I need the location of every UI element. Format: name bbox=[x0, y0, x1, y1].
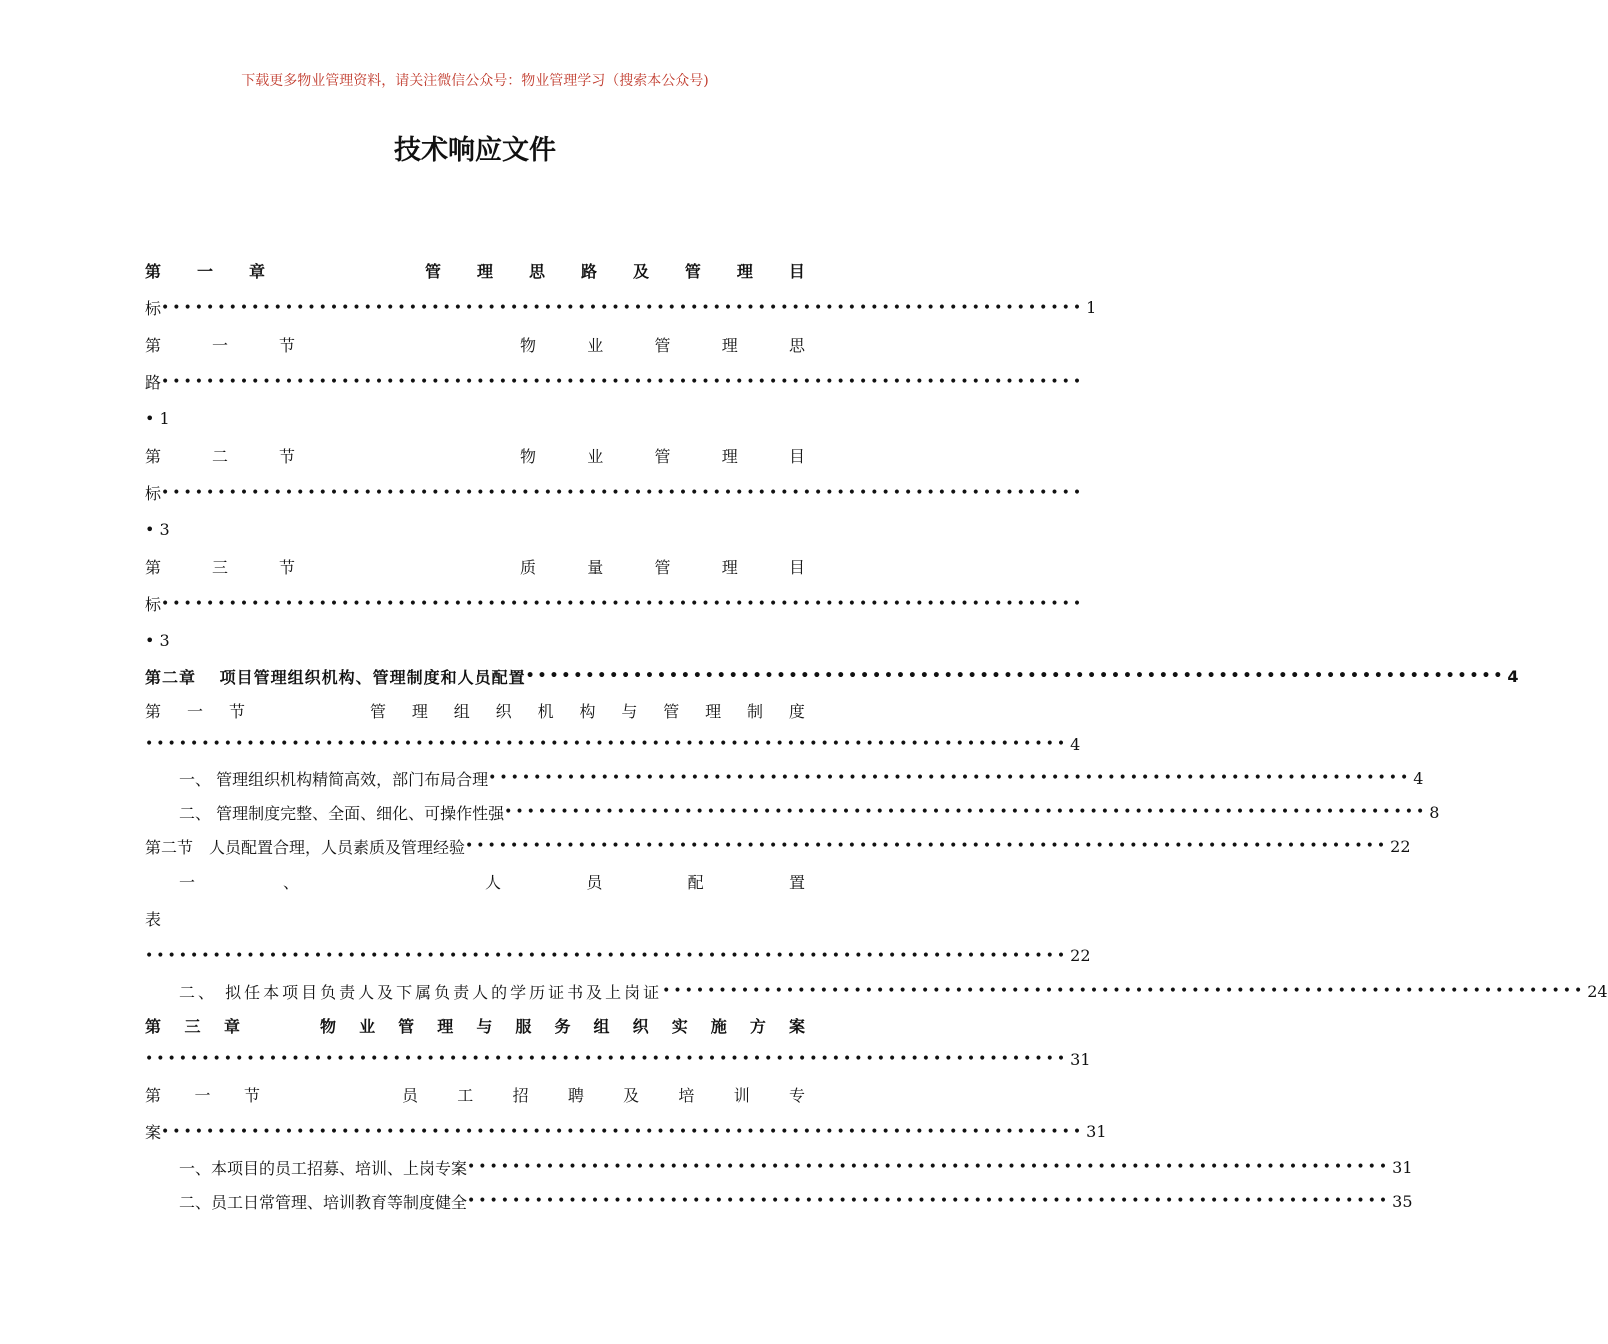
heading-char: 一 bbox=[211, 336, 228, 355]
toc-section-1-2[interactable] bbox=[145, 437, 805, 474]
header-banner: 下载更多物业管理资料，请关注微信公众号：物业管理学习（搜索本公众号) bbox=[241, 73, 709, 89]
heading-char: 第 bbox=[145, 1086, 162, 1105]
dot-leader: •••••••••••••••••••••••••••••••••••••••••••••••••••••••••••••••••••••••••••••••••• bbox=[161, 1123, 1085, 1140]
table-of-contents bbox=[145, 252, 1608, 1218]
document-title: 技术响应文件 bbox=[394, 135, 556, 166]
chapter-title: 第二章 项目管理组织机构、管理制度和人员配置 bbox=[145, 667, 526, 687]
tail-char: 案 bbox=[145, 1123, 162, 1142]
heading-char: 培 bbox=[678, 1086, 695, 1105]
toc-section-2-2[interactable] bbox=[145, 829, 1411, 863]
heading-char: 目 bbox=[788, 262, 805, 281]
heading-char: 三 bbox=[211, 558, 228, 577]
page-number: 22 bbox=[1390, 836, 1411, 856]
heading-char: 与 bbox=[621, 701, 638, 721]
heading-char: 管 bbox=[654, 447, 671, 466]
heading-char: 业 bbox=[359, 1016, 376, 1036]
heading-char: 节 bbox=[278, 558, 295, 577]
page-number: 4 bbox=[1507, 666, 1519, 686]
heading-char: 机 bbox=[537, 701, 554, 721]
toc-section-3-1-tail bbox=[145, 1113, 1107, 1150]
chapter-title bbox=[425, 259, 805, 282]
page-number: • 3 bbox=[145, 631, 170, 650]
page-number: 22 bbox=[1070, 946, 1091, 965]
toc-section-2-1[interactable] bbox=[145, 693, 805, 727]
toc-section-1-3-tail bbox=[145, 585, 1085, 622]
section-title: 第二节 人员配置合理，人员素质及管理经验 bbox=[145, 837, 466, 857]
item-title: 一、本项目的员工招募、培训、上岗专案 bbox=[179, 1158, 468, 1178]
heading-char: 理 bbox=[721, 558, 738, 577]
heading-char: 节 bbox=[228, 701, 245, 721]
toc-chapter-3[interactable] bbox=[145, 1008, 805, 1042]
heading-char: 、 bbox=[282, 873, 299, 892]
toc-section-3-1[interactable] bbox=[145, 1076, 805, 1113]
chapter-label bbox=[145, 259, 265, 282]
dot-leader: •••••••••••••••••••••••••••••••••••••••••••••••••••••••••••••••••••••••••••••••••• bbox=[504, 804, 1428, 820]
toc-item-3-1-2[interactable] bbox=[145, 1184, 1413, 1218]
toc-chapter-3-dots bbox=[145, 1042, 1091, 1076]
heading-char: 一 bbox=[186, 701, 203, 721]
heading-char: 管 bbox=[654, 336, 671, 355]
heading-char: 理 bbox=[721, 447, 738, 466]
heading-char: 员 bbox=[586, 873, 603, 892]
dot-leader: •••••••••••••••••••••••••••••••••••••••••••••••••••••••••••••••••••••••••••••••••• bbox=[145, 947, 1069, 964]
item-title: 二、 拟任本项目负责人及下属负责人的学历证书及上岗证 bbox=[179, 982, 663, 1002]
page-number: 31 bbox=[1086, 1122, 1107, 1141]
heading-char: 理 bbox=[476, 262, 493, 281]
tail-char: 标 bbox=[145, 484, 162, 503]
heading-char: 目 bbox=[788, 558, 805, 577]
heading-char: 训 bbox=[733, 1086, 750, 1105]
heading-char: 招 bbox=[512, 1086, 529, 1105]
heading-char: 务 bbox=[554, 1016, 571, 1036]
heading-char: 案 bbox=[788, 1016, 805, 1036]
dot-leader: •••••••••••••••••••••••••••••••••••••••••••••••••••••••••••••••••••••••••••••••••• bbox=[467, 1193, 1391, 1209]
heading-char: 管 bbox=[663, 701, 680, 721]
toc-item-2-1-2[interactable] bbox=[145, 795, 1440, 829]
heading-char: 理 bbox=[705, 701, 722, 721]
page-number: 8 bbox=[1429, 802, 1440, 822]
page-number: 31 bbox=[1392, 1157, 1413, 1177]
heading-char: 三 bbox=[184, 1016, 201, 1036]
toc-item-3-1-1[interactable] bbox=[145, 1150, 1413, 1184]
heading-char: 组 bbox=[453, 701, 470, 721]
item-title: 二、员工日常管理、培训教育等制度健全 bbox=[179, 1192, 468, 1212]
heading-char: 业 bbox=[587, 447, 604, 466]
heading-char: 第 bbox=[145, 262, 162, 281]
toc-item-2-2-2[interactable] bbox=[145, 974, 1608, 1008]
heading-char: 二 bbox=[211, 447, 228, 466]
heading-char: 管 bbox=[425, 262, 442, 281]
heading-char: 理 bbox=[437, 1016, 454, 1036]
dot-leader: •••••••••••••••••••••••••••••••••••••••••••••••••••••••••••••••••••••••••••••••••• bbox=[161, 373, 1085, 390]
toc-section-1-2-page bbox=[145, 511, 805, 548]
heading-char: 度 bbox=[788, 701, 805, 721]
dot-leader: •••••••••••••••••••••••••••••••••••••••••••••••••••••••••••••••••••••••••••••••••• bbox=[662, 983, 1586, 999]
dot-leader: •••••••••••••••••••••••••••••••••••••••••••••••••••••••••••••••••••••••••••••••••• bbox=[145, 736, 1069, 752]
heading-char: 及 bbox=[632, 262, 649, 281]
toc-section-1-1-page bbox=[145, 400, 805, 437]
heading-char: 配 bbox=[687, 873, 704, 892]
heading-char: 目 bbox=[788, 447, 805, 466]
tail-char: 标 bbox=[145, 595, 162, 614]
heading-char: 制 bbox=[747, 701, 764, 721]
toc-item-2-2-1[interactable] bbox=[145, 863, 805, 900]
heading-char: 一 bbox=[196, 262, 213, 281]
toc-section-1-1[interactable] bbox=[145, 326, 805, 363]
dot-leader: •••••••••••••••••••••••••••••••••••••••••••••••••••••••••••••••••••••••••••••••••• bbox=[161, 299, 1085, 316]
page-number: 4 bbox=[1413, 768, 1424, 788]
toc-item-2-2-1-tail bbox=[145, 900, 805, 937]
heading-char: 及 bbox=[623, 1086, 640, 1105]
heading-char: 第 bbox=[145, 1016, 162, 1036]
heading-char: 置 bbox=[788, 873, 805, 892]
page-number: 1 bbox=[1086, 298, 1097, 317]
heading-char: 织 bbox=[495, 701, 512, 721]
heading-char: 思 bbox=[788, 336, 805, 355]
heading-char: 理 bbox=[736, 262, 753, 281]
heading-char: 实 bbox=[671, 1016, 688, 1036]
heading-char: 理 bbox=[721, 336, 738, 355]
heading-char: 章 bbox=[223, 1016, 240, 1036]
heading-char: 施 bbox=[710, 1016, 727, 1036]
tail-char: 标 bbox=[145, 299, 162, 318]
toc-section-1-3-page bbox=[145, 622, 805, 659]
toc-item-2-2-1-dots bbox=[145, 937, 1091, 974]
heading-char: 质 bbox=[520, 558, 537, 577]
dot-leader: •••••••••••••••••••••••••••••••••••••••••••••••••••••••••••••••••••••••••••••••••• bbox=[161, 484, 1085, 501]
page-number: 31 bbox=[1070, 1049, 1091, 1069]
tail-char: 路 bbox=[145, 373, 162, 392]
heading-char: 思 bbox=[528, 262, 545, 281]
dot-leader: •••••••••••••••••••••••••••••••••••••••••••••••••••••••••••••••••••••••••••••••••• bbox=[161, 595, 1085, 612]
page-number: 4 bbox=[1070, 734, 1081, 754]
heading-char: 物 bbox=[520, 447, 537, 466]
toc-section-1-2-tail bbox=[145, 474, 1085, 511]
heading-char: 理 bbox=[411, 701, 428, 721]
heading-char: 管 bbox=[370, 701, 387, 721]
toc-chapter-1-tail bbox=[145, 289, 1097, 326]
toc-section-2-1-dots bbox=[145, 727, 1081, 761]
toc-section-1-1-tail bbox=[145, 363, 1085, 400]
heading-char: 专 bbox=[788, 1086, 805, 1105]
tail-char: 表 bbox=[145, 910, 162, 929]
dot-leader: •••••••••••••••••••••••••••••••••••••••••••••••••••••••••••••••••••••••••••••••••• bbox=[488, 770, 1412, 786]
heading-char: 第 bbox=[145, 336, 162, 355]
heading-char: 第 bbox=[145, 447, 162, 466]
dot-leader: •••••••••••••••••••••••••••••••••••••••••••••••••••••••••••••••••••••••••••••••••• bbox=[467, 1159, 1391, 1175]
page-number: • 3 bbox=[145, 520, 170, 539]
toc-section-1-3[interactable] bbox=[145, 548, 805, 585]
toc-chapter-2[interactable] bbox=[145, 659, 1519, 693]
heading-char: 业 bbox=[587, 336, 604, 355]
heading-char: 织 bbox=[632, 1016, 649, 1036]
heading-char: 与 bbox=[476, 1016, 493, 1036]
heading-char: 量 bbox=[587, 558, 604, 577]
item-title: 二、 管理制度完整、全面、细化、可操作性强 bbox=[179, 803, 505, 823]
item-title: 一、 管理组织机构精简高效，部门布局合理 bbox=[179, 769, 489, 789]
dot-leader: •••••••••••••••••••••••••••••••••••••••••••••••••••••••••••••••••••••••••••••••••• bbox=[465, 838, 1389, 854]
heading-char: 节 bbox=[278, 447, 295, 466]
heading-char: 管 bbox=[684, 262, 701, 281]
heading-char: 聘 bbox=[567, 1086, 584, 1105]
heading-char: 人 bbox=[485, 873, 502, 892]
heading-char: 管 bbox=[398, 1016, 415, 1036]
heading-char: 管 bbox=[654, 558, 671, 577]
page-number: • 1 bbox=[145, 409, 170, 428]
heading-char: 服 bbox=[515, 1016, 532, 1036]
heading-char: 节 bbox=[243, 1086, 260, 1105]
heading-char: 一 bbox=[194, 1086, 211, 1105]
dot-leader: •••••••••••••••••••••••••••••••••••••••••••••••••••••••••••••••••••••••••••••••••• bbox=[145, 1051, 1069, 1067]
toc-item-2-1-1[interactable] bbox=[145, 761, 1424, 795]
heading-char: 物 bbox=[320, 1016, 337, 1036]
page-number: 35 bbox=[1392, 1191, 1413, 1211]
heading-char: 方 bbox=[749, 1016, 766, 1036]
toc-chapter-1[interactable] bbox=[145, 252, 805, 289]
heading-char: 章 bbox=[248, 262, 265, 281]
heading-char: 节 bbox=[278, 336, 295, 355]
heading-char: 一 bbox=[179, 873, 196, 892]
heading-char: 第 bbox=[145, 701, 162, 721]
heading-char: 第 bbox=[145, 558, 162, 577]
heading-char: 组 bbox=[593, 1016, 610, 1036]
heading-char: 工 bbox=[457, 1086, 474, 1105]
heading-char: 员 bbox=[402, 1086, 419, 1105]
heading-char: 构 bbox=[579, 701, 596, 721]
heading-char: 路 bbox=[580, 262, 597, 281]
heading-char: 物 bbox=[520, 336, 537, 355]
dot-leader: •••••••••••••••••••••••••••••••••••••••••••••••••••••••••••••••••••••••••••••••••• bbox=[525, 668, 1506, 684]
page-number: 24 bbox=[1587, 981, 1608, 1001]
